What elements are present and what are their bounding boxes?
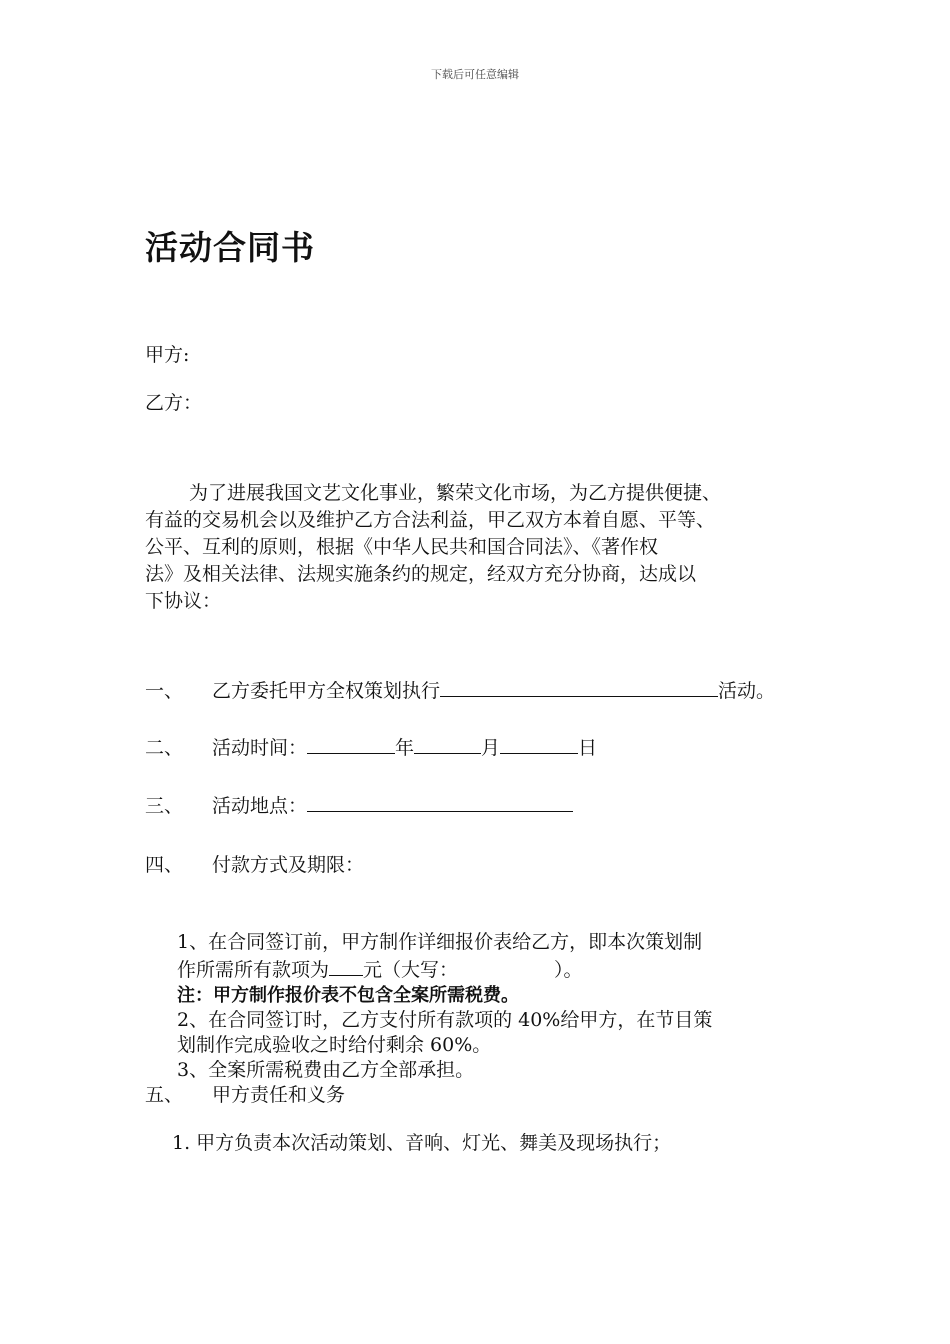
payment-item-2: 2、在合同签订时，乙方支付所有款项的 40%给甲方，在节目策	[177, 1009, 713, 1031]
clause-5	[145, 1080, 345, 1107]
clause-text: 活动地点：	[212, 795, 308, 817]
header-note: 下载后可任意编辑	[431, 68, 519, 81]
party-a-label: 甲方:	[145, 344, 190, 366]
clause-text: 乙方委托甲方全权策划执行	[212, 680, 441, 702]
clause-1	[145, 676, 775, 703]
location-blank	[307, 791, 573, 812]
clause-text: 付款方式及期限：	[212, 854, 365, 876]
clause-number: 五、	[145, 1084, 184, 1106]
clause-suffix: 活动。	[718, 680, 776, 702]
payment-item-1: 1、在合同签订前，甲方制作详细报价表给乙方，即本次策划制	[177, 931, 703, 953]
amount-prefix: 作所需所有款项为	[177, 959, 330, 981]
clause-number: 三、	[145, 795, 184, 817]
clause-number: 一、	[145, 680, 184, 702]
payment-terms	[145, 930, 835, 1083]
amount-label: 元（大写：	[363, 959, 459, 981]
amount-blank	[329, 955, 363, 976]
payment-item-2-cont: 划制作完成验收之时给付剩余 60%。	[177, 1034, 492, 1056]
clause-text: 甲方责任和义务	[212, 1084, 346, 1106]
payment-item-3: 3、全案所需税费由乙方全部承担。	[177, 1059, 475, 1081]
preamble-paragraph	[145, 480, 835, 615]
preamble-line: 为了进展我国文艺文化事业，繁荣文化市场，为乙方提供便捷、	[189, 482, 722, 504]
month-label: 月	[481, 737, 501, 759]
preamble-line: 法》及相关法律、法规实施条约的规定，经双方充分协商，达成以	[145, 563, 697, 585]
day-label: 日	[578, 737, 598, 759]
amount-close: ）。	[554, 959, 583, 981]
clause-4	[145, 850, 364, 877]
party-b-label: 乙方：	[145, 392, 203, 414]
preamble-line: 下协议：	[145, 590, 222, 612]
year-blank	[307, 733, 395, 754]
preamble-line: 有益的交易机会以及维护乙方合法利益，甲乙双方本着自愿、平等、	[145, 509, 716, 531]
payment-item-1-cont	[145, 955, 835, 983]
payment-note: 注：甲方制作报价表不包含全案所需税费。	[177, 985, 519, 1006]
duty-item-1: 1. 甲方负责本次活动策划、音响、灯光、舞美及现场执行；	[172, 1132, 672, 1154]
clause-2	[145, 733, 597, 760]
clause-number: 四、	[145, 854, 184, 876]
document-title: 活动合同书	[145, 228, 315, 267]
clause-text: 活动时间：	[212, 737, 308, 759]
day-blank	[500, 733, 578, 754]
preamble-line: 公平、互利的原则，根据《中华人民共和国合同法》、《著作权	[145, 536, 659, 558]
month-blank	[414, 733, 481, 754]
year-label: 年	[395, 737, 415, 759]
clause-number: 二、	[145, 737, 184, 759]
clause-3	[145, 791, 573, 818]
activity-name-blank	[440, 676, 718, 697]
